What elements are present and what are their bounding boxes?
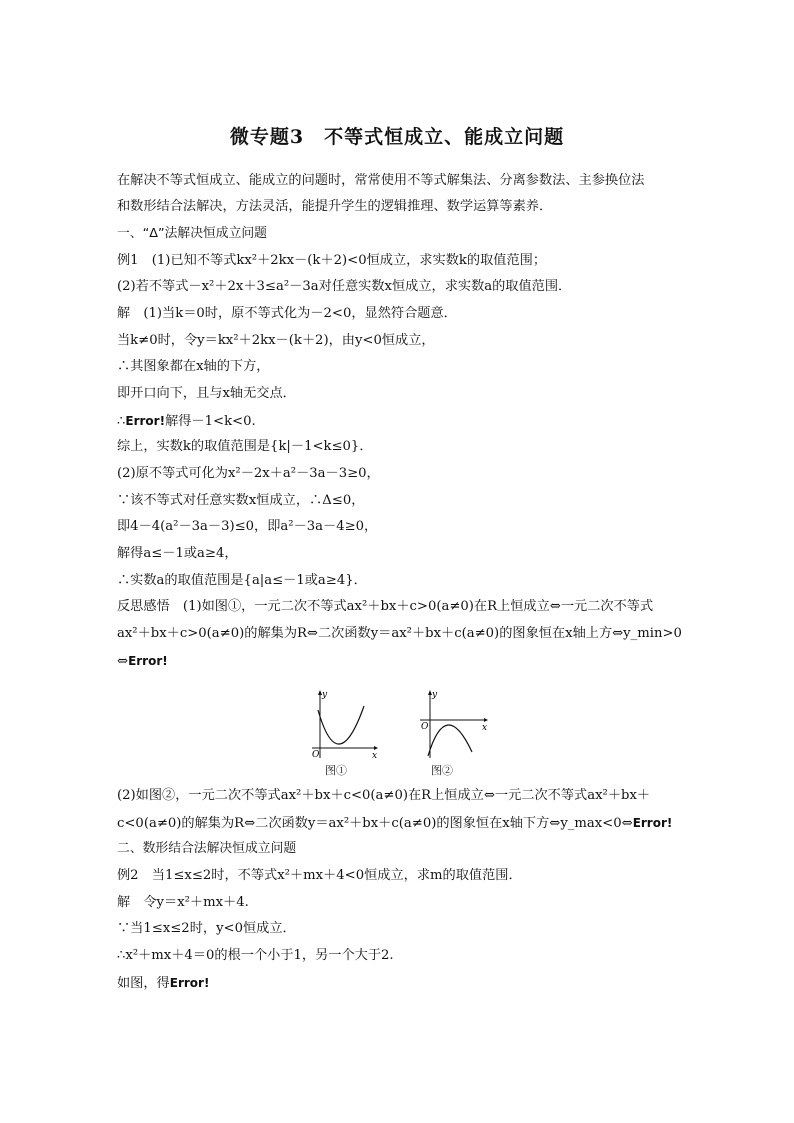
figure-2-graph (414, 688, 494, 760)
x-axis-label: x (482, 723, 488, 733)
solution-text: 解得－1<k<0. (165, 414, 256, 429)
solution-2-line-1: 解 令y＝x²＋mx＋4. (117, 895, 249, 910)
error-placeholder: Error! (128, 654, 168, 668)
x-axis-arrow-icon (484, 718, 488, 722)
reflection-line-1: 反思感悟 (1)如图①，一元二次不等式ax²＋bx＋c>0(a≠0)在R上恒成立⇔一元二次不等式 (117, 599, 654, 614)
solution-2-text: 如图，得 (117, 976, 170, 991)
solution-1-error-line (117, 412, 683, 431)
solution-1-line-7: ∵该不等式对任意实数x恒成立，∴Δ≤0， (117, 493, 365, 508)
figure-1-caption: 图① (325, 764, 347, 777)
solution-1-line-6: (2)原不等式可化为x²－2x＋a²－3a－3≥0， (117, 466, 380, 481)
x-axis-label: x (372, 751, 378, 760)
therefore-symbol: ∴ (117, 414, 126, 429)
solution-1-line-2: 当k≠0时，令y＝kx²＋2kx－(k＋2)，由y<0恒成立， (117, 333, 435, 348)
page-title: 微专题3 不等式恒成立、能成立问题 (229, 126, 565, 148)
solution-1-line-3: ∴其图象都在x轴的下方， (117, 359, 270, 374)
example-1-line-1: 例1 (1)已知不等式kx²＋2kx－(k＋2)<0恒成立，求实数k的取值范围； (117, 253, 547, 268)
figure-2-caption: 图② (431, 764, 453, 777)
reflection-2-line-2 (117, 814, 683, 833)
y-axis-label: y (322, 690, 328, 700)
origin-label: O (312, 750, 320, 760)
reflection-2-text: c<0(a≠0)的解集为R⇔二次函数y＝ax²＋bx＋c(a≠0)的图象恒在x轴下方⇔y_max<0⇔ (117, 816, 633, 831)
reflection-line-2: ax²＋bx＋c>0(a≠0)的解集为R⇔二次函数y＝ax²＋bx＋c(a≠0)的图象恒在x轴上方⇔y_min>0 (117, 626, 682, 641)
example-1-line-2: (2)若不等式－x²＋2x＋3≤a²－3a对任意实数x恒成立，求实数a的取值范围． (117, 279, 572, 294)
section-heading-1: 一、“Δ”法解决恒成立问题 (117, 226, 267, 241)
solution-2-line-3: ∴x²＋mx＋4＝0的根一个小于1，另一个大于2. (117, 948, 394, 963)
solution-1-line-10: ∴实数a的取值范围是{a|a≤－1或a≥4}． (117, 573, 367, 588)
x-axis-arrow-icon (374, 746, 378, 750)
figure-1 (302, 688, 382, 764)
solution-2-error-line (117, 974, 683, 993)
y-axis-label: y (432, 690, 438, 700)
solution-1-line-9: 解得a≤－1或a≥4， (117, 546, 238, 561)
solution-1-line-8: 即4－4(a²－3a－3)≤0，即a²－3a－4≥0， (117, 519, 378, 534)
section-heading-2: 二、数形结合法解决恒成立问题 (117, 841, 297, 856)
solution-1-line-1: 解 (1)当k＝0时，原不等式化为－2<0，显然符合题意． (117, 306, 457, 321)
solution-2-line-2: ∵当1≤x≤2时，y<0恒成立． (117, 921, 296, 936)
origin-label: O (421, 722, 429, 732)
figure-1-graph (302, 688, 382, 760)
solution-1-line-4: 即开口向下，且与x轴无交点． (117, 386, 296, 401)
solution-1-line-5: 综上，实数k的取值范围是{k|－1<k≤0}． (117, 439, 373, 454)
error-placeholder: Error! (632, 816, 673, 830)
reflection-error-line (117, 652, 683, 671)
parabola-curve (318, 706, 364, 744)
reflection-2-line-1: (2)如图②，一元二次不等式ax²＋bx＋c<0(a≠0)在R上恒成立⇔一元二次不等式ax²＋bx＋ (117, 788, 651, 803)
parabola-curve (428, 725, 472, 756)
intro-line-2: 和数形结合法解决，方法灵活，能提升学生的逻辑推理、数学运算等素养． (117, 199, 553, 214)
example-2-line: 例2 当1≤x≤2时，不等式x²＋mx＋4<0恒成立，求m的取值范围． (117, 868, 522, 883)
equivalence-symbol: ⇔ (117, 654, 129, 669)
error-placeholder: Error! (125, 414, 166, 428)
error-placeholder: Error! (169, 976, 210, 990)
intro-line-1: 在解决不等式恒成立、能成立的问题时，常常使用不等式解集法、分离参数法、主参换位法 (117, 173, 645, 188)
figure-2 (414, 688, 494, 764)
